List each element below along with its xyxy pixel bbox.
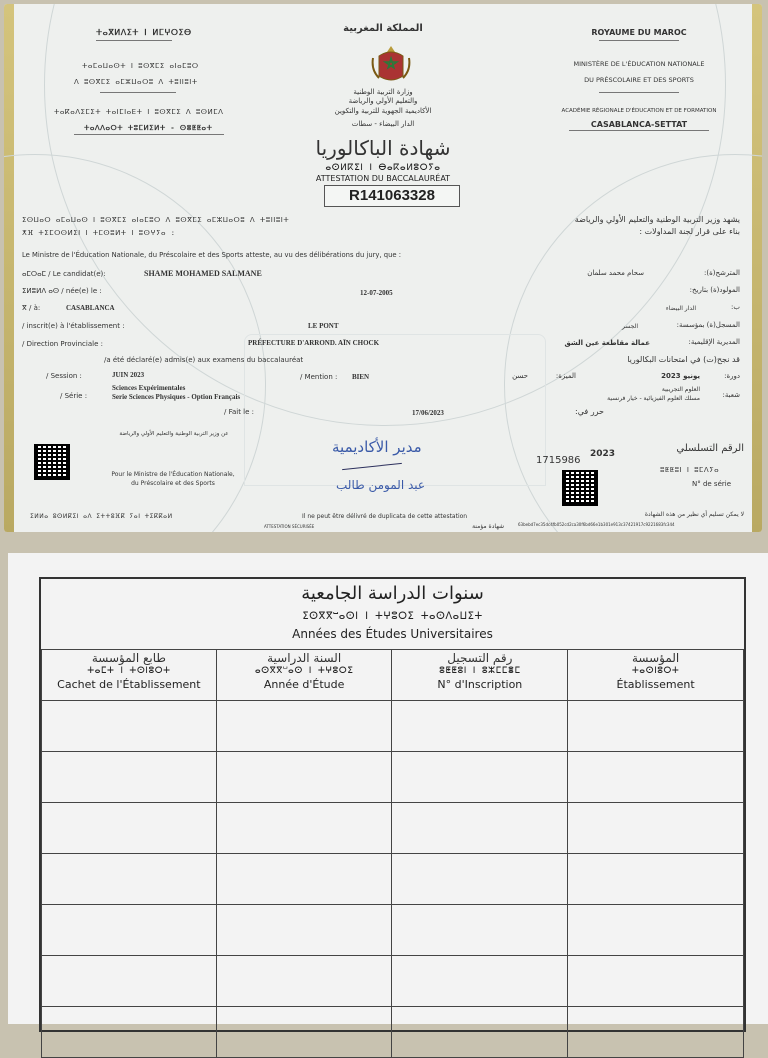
ministry-arabic-1: وزارة التربية الوطنية	[353, 88, 413, 96]
candidate-arabic-name: سحام محمد سلمان	[587, 269, 644, 277]
qr-code-icon	[34, 444, 70, 480]
table-cell	[42, 752, 217, 803]
table-row	[42, 1007, 744, 1058]
session-arabic-label: دورة:	[724, 372, 740, 380]
candidate-name: SHAME MOHAMED SALMANE	[144, 269, 262, 278]
table-title-tifinagh: ⵉⵙⴳⴳⵯⴰⵙⵏ ⵏ ⵜⵖⵓⵔⵉ ⵜⴰⵙⴷⴰⵡⵉⵜ	[302, 611, 483, 622]
serie-arabic-value-1: العلوم التجريبية	[661, 386, 700, 393]
footer-tifinagh: ⵉⵍⵍⴰ ⵓⵙⵍⴽⵉⵏ ⴰⴷ ⵉⵜⵜⵓⴼⴽ ⵢⴰⵏ ⵜⵉⴽⴽⴰⵍ	[30, 513, 173, 520]
direction-arabic-label: المديرية الإقليمية:	[688, 338, 740, 346]
column-arabic: رقم التسجيل	[447, 651, 513, 665]
handwritten-signature	[342, 463, 402, 470]
kingdom-french: ROYAUME DU MAROC	[591, 28, 687, 37]
column-arabic: طابع المؤسسة	[91, 651, 166, 665]
direction-value: PRÉFECTURE D'ARROND. AÏN CHOCK	[248, 339, 380, 347]
column-header-annee	[216, 650, 392, 701]
candidate-label: ⴰⵎⵔⴰⵎ / Le candidat(e):	[22, 270, 106, 278]
column-french: N° d'Inscription	[437, 678, 523, 691]
preamble-arabic-2: بناء على قرار لجنة المداولات :	[639, 227, 740, 236]
table-cell	[568, 701, 744, 752]
serie-label: / Série :	[60, 392, 88, 400]
university-years-table	[39, 577, 746, 1032]
table-cell	[216, 956, 392, 1007]
table-cell	[568, 752, 744, 803]
academy-tifinagh: ⵜⴰⴽⴰⴷⵉⵎⵉⵜ ⵜⴰⵏⵎⵏⴰⴹⵜ ⵏ ⵓⵙⴳⵎⵉ ⴷ ⵓⵙⵍⵎⴷ	[54, 108, 224, 116]
preamble-tifinagh-2: ⵅⴼ ⵜⵉⵎⵔⵙⵍⵉⵏ ⵏ ⵜⵎⵙⵓⵍⵜ ⵏ ⵓⵙⵖⵢⴰ :	[22, 229, 176, 237]
table-cell	[216, 854, 392, 905]
table-cell	[568, 956, 744, 1007]
serial-number-french-label: N° de série	[692, 480, 732, 488]
table-cell	[42, 1007, 217, 1058]
table-cell	[568, 905, 744, 956]
table-cell	[42, 905, 217, 956]
table-title-french: Années des Études Universitaires	[292, 627, 493, 641]
divider	[599, 40, 679, 41]
table-cell	[392, 905, 568, 956]
divider	[100, 92, 176, 93]
ministry-tifinagh-1: ⵜⴰⵎⴰⵡⴰⵙⵜ ⵏ ⵓⵙⴳⵎⵉ ⴰⵏⴰⵎⵓⵔ	[82, 62, 199, 70]
for-minister-french-1: Pour le Ministre de l'Éducation Nationale,	[111, 471, 235, 478]
born-date: 12-07-2005	[360, 289, 393, 297]
years-grid	[41, 649, 744, 1058]
birthplace-arabic: الدار البيضاء	[665, 305, 696, 312]
done-label: / Fait le :	[224, 408, 255, 416]
kingdom-arabic: المملكة المغربية	[343, 23, 423, 34]
academy-arabic: الأكاديمية الجهوية للتربية والتكوين	[334, 107, 432, 115]
direction-arabic-value: عمالة مقاطعة عين الشق	[564, 339, 650, 347]
column-french: Année d'Étude	[263, 678, 345, 691]
divider	[599, 92, 679, 93]
session-label: / Session :	[46, 372, 82, 380]
serial-number-year: 2023	[590, 449, 616, 459]
for-minister-french-2: du Préscolaire et des Sports	[131, 480, 215, 487]
baccalaureate-certificate	[4, 4, 762, 532]
university-years-page	[8, 553, 768, 1024]
table-cell	[42, 854, 217, 905]
table-cell	[42, 803, 217, 854]
country-tifinagh: ⵜⴰⴳⵍⴷⵉⵜ ⵏ ⵍⵎⵖⵔⵉⴱ	[96, 28, 192, 37]
ministry-french-1: MINISTÈRE DE L'ÉDUCATION NATIONALE	[573, 60, 705, 68]
table-cell	[568, 854, 744, 905]
column-arabic: السنة الدراسية	[267, 651, 342, 665]
done-date: 17/06/2023	[412, 409, 444, 417]
preamble-arabic-1: يشهد وزير التربية الوطنية والتعليم الأولي والرياضة	[574, 215, 740, 224]
ministry-french-2: DU PRÉSCOLAIRE ET DES SPORTS	[584, 76, 694, 84]
school-arabic-label: المسجل(ة) بمؤسسة:	[676, 321, 740, 329]
mention-arabic-label: الميزة:	[555, 372, 576, 380]
ministry-tifinagh-2: ⴷ ⵓⵙⴳⵎⵉ ⴰⵎⵣⵡⴰⵔⵓ ⴷ ⵜⵓⵏⵏⵓⵏⵜ	[74, 78, 198, 86]
serial-number-arabic-label: الرقم التسلسلي	[676, 443, 744, 454]
born-arabic-label: المولود(ة) بتاريخ:	[689, 286, 740, 294]
table-cell	[392, 956, 568, 1007]
table-cell	[568, 1007, 744, 1058]
table-cell	[568, 803, 744, 854]
table-cell	[216, 752, 392, 803]
academy-french: ACADÉMIE RÉGIONALE D'ÉDUCATION ET DE FORMATION	[561, 108, 717, 114]
column-french: Établissement	[616, 678, 695, 691]
table-row	[42, 956, 744, 1007]
column-arabic: المؤسسة	[631, 651, 680, 665]
royal-crest-icon	[371, 44, 411, 84]
session-value: JUIN 2023	[112, 371, 145, 379]
table-cell	[216, 701, 392, 752]
column-header-etablissement	[568, 650, 744, 701]
candidate-arabic-label: المترشح(ة):	[704, 269, 740, 277]
title-tifinagh: ⴰⵙⵍⴽⵉⵏ ⵏ ⴱⴰⴽⴰⵍⵓⵔⵢⴰ	[325, 163, 441, 173]
gold-border-left	[4, 4, 14, 532]
gold-border-right	[752, 4, 762, 532]
school-label: / inscrit(e) à l'établissement :	[22, 322, 125, 330]
session-arabic-value: يونيو 2023	[661, 372, 700, 380]
birthplace-arabic-label: ب:	[731, 303, 740, 311]
admitted-text: /a été déclaré(e) admis(e) aux examens du baccalauréat	[104, 356, 304, 364]
signature-title-arabic: مدير الأكاديمية	[332, 438, 422, 456]
divider	[569, 130, 709, 131]
serie-value-1: Sciences Expérimentales	[112, 384, 186, 392]
region-tifinagh: ⵜⴰⴷⴷⴰⵔⵜ ⵜⵓⵎⵍⵉⵍⵜ - ⵙⴻⵟⵟⴰⵜ	[84, 124, 213, 132]
preamble-french: Le Ministre de l'Éducation Nationale, du Préscolaire et des Sports atteste, au vu des délibérations du jury, que :	[22, 251, 402, 259]
serie-arabic-label: شعبة:	[722, 391, 740, 399]
serial-number-value: 1715986	[536, 455, 581, 466]
table-row	[42, 803, 744, 854]
table-cell	[216, 803, 392, 854]
ministry-arabic-2: والتعليم الأولي والرياضة	[348, 97, 418, 105]
footer-secure-arabic: شهادة مؤمنة	[472, 523, 504, 530]
title-arabic: شهادة الباكالوريا	[315, 136, 451, 160]
footer-hash: 63bebd7ec35dc4fb052cd2ca30f6bd66e1b301e913c37421917c9221683fc344	[518, 522, 675, 527]
serial-number-tifinagh-label: ⵓⵟⵟⵓⵏ ⵏ ⵓⵎⴷⵢⴰ	[660, 466, 720, 474]
column-tifinagh: ⴰⵙⴳⴳⵯⴰⵙ ⵏ ⵜⵖⵓⵔⵉ	[254, 666, 354, 676]
column-header-inscription	[392, 650, 568, 701]
table-row	[42, 701, 744, 752]
school-arabic-name: الجسر	[621, 323, 638, 330]
preamble-tifinagh-1: ⵉⵙⵡⴰⵔ ⴰⵎⴰⵡⴰⵙ ⵏ ⵓⵙⴳⵎⵉ ⴰⵏⴰⵎⵓⵔ ⴷ ⵓⵙⴳⵎⵉ ⴰⵎⵣⵡⴰⵔⵓ ⴷ ⵜⵓⵏⵏⵓⵏⵜ	[22, 216, 290, 224]
table-cell	[392, 1007, 568, 1058]
table-row	[42, 905, 744, 956]
serie-value-2: Serie Sciences Physiques - Option Français	[112, 393, 241, 401]
column-tifinagh: ⵜⴰⵎⵜ ⵏ ⵜⵙⵏⵓⵔⵜ	[87, 666, 171, 676]
column-tifinagh: ⵓⵟⵟⵓⵏ ⵏ ⵓⵣⵎⵎⴻⵎ	[439, 666, 521, 676]
table-row	[42, 752, 744, 803]
table-cell	[392, 701, 568, 752]
region-french: CASABLANCA-SETTAT	[590, 120, 688, 129]
column-tifinagh: ⵜⴰⵙⵏⵓⵔⵜ	[631, 666, 680, 676]
table-cell	[216, 1007, 392, 1058]
table-cell	[42, 701, 217, 752]
divider	[96, 40, 172, 41]
mention-label: / Mention :	[300, 373, 338, 381]
done-arabic-label: حرر في:	[575, 407, 604, 416]
table-row	[42, 854, 744, 905]
table-title-arabic: سنوات الدراسة الجامعية	[301, 583, 484, 604]
region-arabic: الدار البيضاء - سطات	[351, 120, 415, 128]
column-header-cachet	[42, 650, 217, 701]
school-name: LE PONT	[308, 322, 339, 330]
table-cell	[392, 854, 568, 905]
divider	[74, 134, 224, 135]
born-label: ⵉⵍⵓⵍⴷ ⴰⵙ / née(e) le :	[22, 287, 102, 295]
birthplace: CASABLANCA	[66, 304, 115, 312]
table-cell	[392, 803, 568, 854]
signature-name-arabic: عبد المومن طالب	[336, 478, 426, 492]
verification-qr-icon	[562, 470, 598, 506]
footer-secure-french: ATTESTATION SÉCURISÉE	[264, 524, 315, 529]
title-french: ATTESTATION DU BACCALAURÉAT	[315, 174, 451, 183]
mention-value: BIEN	[352, 373, 370, 381]
footer-arabic: لا يمكن تسليم أي نظير من هذه الشهادة	[644, 511, 744, 518]
admitted-arabic: قد نجح(ت) في امتحانات البكالوريا	[627, 355, 740, 364]
table-cell	[42, 956, 217, 1007]
birthplace-label: ⴳ / à:	[22, 304, 41, 312]
direction-label: / Direction Provinciale :	[22, 340, 103, 348]
serie-arabic-value-2: مسلك العلوم الفيزيائية - خيار فرنسية	[607, 395, 700, 402]
certificate-serial: R141063328	[324, 185, 460, 207]
footer-french: Il ne peut être délivré de duplicata de cette attestation	[302, 513, 468, 520]
column-french: Cachet de l'Établissement	[57, 678, 201, 691]
mention-arabic-value: حسن	[512, 372, 528, 380]
table-cell	[392, 752, 568, 803]
table-cell	[216, 905, 392, 956]
for-minister-arabic: عن وزير التربية الوطنية والتعليم الأولي والرياضة	[119, 431, 229, 437]
